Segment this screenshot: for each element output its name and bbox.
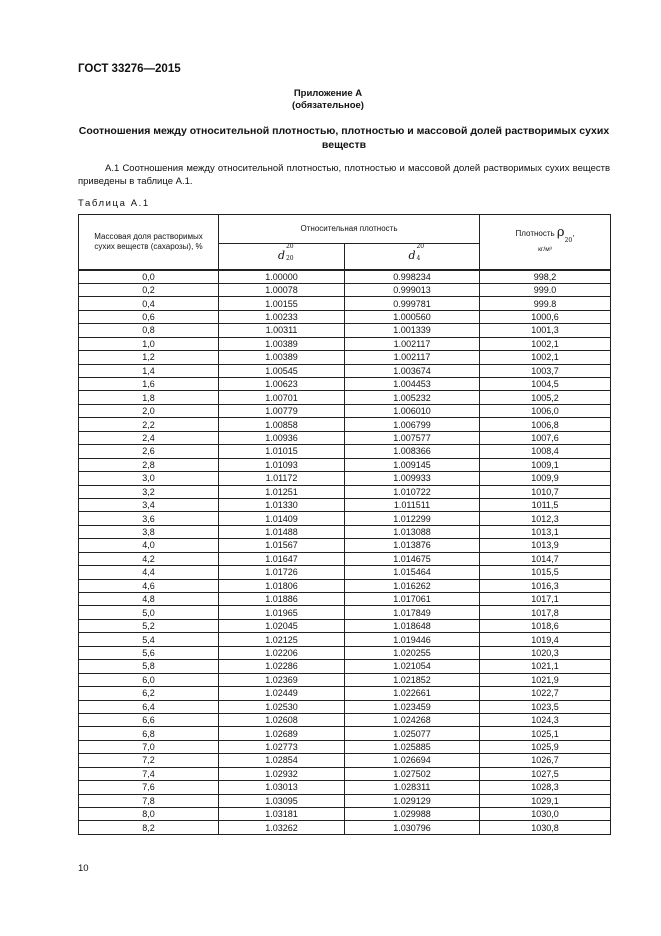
density-cell: 1013,1 [480, 525, 611, 538]
table-row [79, 633, 611, 646]
table-row [79, 337, 611, 350]
density-cell: 998,2 [480, 270, 611, 284]
density-cell: 1021,9 [480, 673, 611, 686]
table-row [79, 472, 611, 485]
d204-cell: 1.013876 [345, 539, 480, 552]
table-row [79, 660, 611, 673]
d204-cell: 1.001339 [345, 324, 480, 337]
d204-cell: 1.012299 [345, 512, 480, 525]
density-cell: 999.0 [480, 283, 611, 296]
mass-fraction-cell: 6,2 [79, 687, 219, 700]
d204-cell: 1.006799 [345, 418, 480, 431]
density-cell: 1019,4 [480, 633, 611, 646]
mass-fraction-cell: 0,4 [79, 297, 219, 310]
density-cell: 1030,0 [480, 808, 611, 821]
mass-fraction-cell: 0,2 [79, 283, 219, 296]
table-row [79, 754, 611, 767]
table-row [79, 351, 611, 364]
mass-fraction-cell: 2,8 [79, 458, 219, 471]
d2020-cell: 1.03013 [219, 781, 345, 794]
d2020-cell: 1.03181 [219, 808, 345, 821]
mass-fraction-cell: 3,6 [79, 512, 219, 525]
d204-cell: 1.002117 [345, 337, 480, 350]
density-cell: 1018,6 [480, 619, 611, 632]
mass-fraction-cell: 1,4 [79, 364, 219, 377]
d204-cell: 1.009933 [345, 472, 480, 485]
d2020-cell: 1.01806 [219, 579, 345, 592]
d2020-cell: 1.01251 [219, 485, 345, 498]
density-cell: 1001,3 [480, 324, 611, 337]
col-header-density [480, 215, 611, 270]
mass-fraction-cell: 2,4 [79, 431, 219, 444]
mass-fraction-cell: 4,4 [79, 566, 219, 579]
density-cell: 1030,8 [480, 821, 611, 834]
d204-cell: 0.999013 [345, 283, 480, 296]
mass-fraction-cell: 4,6 [79, 579, 219, 592]
d2020-cell: 1.01488 [219, 525, 345, 538]
d204-cell: 1.008366 [345, 445, 480, 458]
density-cell: 1003,7 [480, 364, 611, 377]
d2020-cell: 1.03262 [219, 821, 345, 834]
table-row [79, 646, 611, 659]
mass-fraction-cell: 2,0 [79, 404, 219, 417]
page-number: 10 [78, 863, 89, 874]
mass-fraction-cell: 3,4 [79, 498, 219, 511]
d204-cell: 1.020255 [345, 646, 480, 659]
d204-cell: 1.022661 [345, 687, 480, 700]
table-row [79, 525, 611, 538]
d2020-cell: 1.02125 [219, 633, 345, 646]
table-row [79, 378, 611, 391]
col-header-d2020 [219, 244, 345, 270]
density-cell: 1017,1 [480, 593, 611, 606]
density-cell: 1025,1 [480, 727, 611, 740]
mass-fraction-cell: 4,0 [79, 539, 219, 552]
d2020-cell: 1.00078 [219, 283, 345, 296]
document-code: ГОСТ 33276—2015 [78, 63, 181, 75]
d2020-cell: 1.01093 [219, 458, 345, 471]
d204-cell: 1.005232 [345, 391, 480, 404]
table-row [79, 781, 611, 794]
table-row [79, 283, 611, 296]
d204-cell: 1.015464 [345, 566, 480, 579]
table-row [79, 566, 611, 579]
mass-fraction-cell: 6,4 [79, 700, 219, 713]
d2020-cell: 1.02369 [219, 673, 345, 686]
density-cell: 1010,7 [480, 485, 611, 498]
mass-fraction-cell: 1,6 [79, 378, 219, 391]
d204-cell: 1.000560 [345, 310, 480, 323]
d2020-cell: 1.00155 [219, 297, 345, 310]
mass-fraction-cell: 3,8 [79, 525, 219, 538]
d204-cell: 1.021852 [345, 673, 480, 686]
table-row [79, 606, 611, 619]
density-cell: 1015,5 [480, 566, 611, 579]
d204-cell: 1.029988 [345, 808, 480, 821]
d204-cell: 1.007577 [345, 431, 480, 444]
table-row [79, 310, 611, 323]
table-row [79, 700, 611, 713]
mass-fraction-cell: 5,4 [79, 633, 219, 646]
table-row [79, 673, 611, 686]
density-cell: 1014,7 [480, 552, 611, 565]
density-cell: 1009,9 [480, 472, 611, 485]
d204-symbol: d 20 4 [408, 243, 425, 262]
density-cell: 1021,1 [480, 660, 611, 673]
d204-cell: 1.025077 [345, 727, 480, 740]
rho-symbol: $\rho_{20}$ [556, 225, 573, 245]
mass-fraction-cell: 4,2 [79, 552, 219, 565]
mass-fraction-cell: 5,6 [79, 646, 219, 659]
d2020-cell: 1.00701 [219, 391, 345, 404]
density-comma: , [572, 229, 575, 239]
d2020-cell: 1.01886 [219, 593, 345, 606]
table-row [79, 364, 611, 377]
d2020-cell: 1.01726 [219, 566, 345, 579]
d204-cell: 1.003674 [345, 364, 480, 377]
density-cell: 1013,9 [480, 539, 611, 552]
annex-title: Приложение А [293, 88, 363, 99]
d2020-cell: 1.01409 [219, 512, 345, 525]
d2020-cell: 1.00389 [219, 351, 345, 364]
table-row [79, 512, 611, 525]
d2020-cell: 1.02689 [219, 727, 345, 740]
d204-cell: 1.017061 [345, 593, 480, 606]
d204-cell: 0.998234 [345, 270, 480, 284]
d2020-cell: 1.00233 [219, 310, 345, 323]
table-row [79, 297, 611, 310]
annex-heading [78, 88, 578, 112]
table-row [79, 619, 611, 632]
mass-fraction-cell: 3,0 [79, 472, 219, 485]
d204-cell: 1.002117 [345, 351, 480, 364]
d204-cell: 1.017849 [345, 606, 480, 619]
d2020-symbol: d 20 20 [277, 243, 294, 262]
d2020-cell: 1.00858 [219, 418, 345, 431]
mass-fraction-cell: 1,2 [79, 351, 219, 364]
mass-fraction-cell: 5,2 [79, 619, 219, 632]
density-cell: 1026,7 [480, 754, 611, 767]
density-cell: 1000,6 [480, 310, 611, 323]
table-row [79, 552, 611, 565]
table-row [79, 808, 611, 821]
d204-cell: 1.019446 [345, 633, 480, 646]
density-cell: 1007,6 [480, 431, 611, 444]
table-row [79, 431, 611, 444]
table-row [79, 593, 611, 606]
mass-fraction-cell: 8,2 [79, 821, 219, 834]
d204-cell: 1.021054 [345, 660, 480, 673]
mass-fraction-cell: 2,2 [79, 418, 219, 431]
d2020-cell: 1.02286 [219, 660, 345, 673]
col-header-d204 [345, 244, 480, 270]
density-cell: 1025,9 [480, 740, 611, 753]
density-cell: 1029,1 [480, 794, 611, 807]
d204-cell: 1.023459 [345, 700, 480, 713]
density-table [78, 214, 611, 835]
d204-cell: 1.009145 [345, 458, 480, 471]
density-cell: 1022,7 [480, 687, 611, 700]
table-row [79, 539, 611, 552]
d2020-cell: 1.00389 [219, 337, 345, 350]
mass-fraction-cell: 4,8 [79, 593, 219, 606]
page-title: Соотношения между относительной плотностью, плотностью и массовой долей растворимых сухих веществ [78, 125, 610, 151]
density-cell: 1023,5 [480, 700, 611, 713]
table-row [79, 404, 611, 417]
d204-cell: 1.010722 [345, 485, 480, 498]
density-cell: 1006,8 [480, 418, 611, 431]
mass-fraction-cell: 8,0 [79, 808, 219, 821]
mass-fraction-cell: 7,2 [79, 754, 219, 767]
d2020-cell: 1.02045 [219, 619, 345, 632]
mass-fraction-cell: 7,4 [79, 767, 219, 780]
d204-cell: 1.025885 [345, 740, 480, 753]
col-header-relative-density: Относительная плотность [219, 215, 480, 244]
d2020-cell: 1.01015 [219, 445, 345, 458]
table-row [79, 713, 611, 726]
table-row [79, 579, 611, 592]
d2020-cell: 1.02854 [219, 754, 345, 767]
mass-fraction-cell: 7,8 [79, 794, 219, 807]
d2020-cell: 1.01172 [219, 472, 345, 485]
table-row [79, 740, 611, 753]
table-row [79, 794, 611, 807]
d2020-cell: 1.02932 [219, 767, 345, 780]
mass-fraction-cell: 1,0 [79, 337, 219, 350]
density-cell: 1024,3 [480, 713, 611, 726]
table-row [79, 821, 611, 834]
table-row [79, 391, 611, 404]
mass-fraction-cell: 3,2 [79, 485, 219, 498]
table-row [79, 324, 611, 337]
d204-cell: 1.011511 [345, 498, 480, 511]
density-cell: 1002,1 [480, 337, 611, 350]
mass-fraction-cell: 5,8 [79, 660, 219, 673]
table-row [79, 418, 611, 431]
density-unit: кг/м³ [538, 246, 552, 254]
mass-fraction-cell: 7,6 [79, 781, 219, 794]
d2020-cell: 1.00779 [219, 404, 345, 417]
table-row [79, 485, 611, 498]
d204-cell: 1.016262 [345, 579, 480, 592]
table-row [79, 767, 611, 780]
annex-status: (обязательное) [292, 100, 364, 111]
d2020-cell: 1.01567 [219, 539, 345, 552]
density-label: Плотность [515, 229, 555, 239]
density-cell: 1027,5 [480, 767, 611, 780]
mass-fraction-cell: 0,0 [79, 270, 219, 284]
mass-fraction-cell: 6,0 [79, 673, 219, 686]
d2020-cell: 1.02773 [219, 740, 345, 753]
density-cell: 1002,1 [480, 351, 611, 364]
mass-fraction-cell: 0,6 [79, 310, 219, 323]
density-cell: 1028,3 [480, 781, 611, 794]
col-header-mass-fraction: Массовая доля растворимых сухих веществ (сахарозы), % [79, 215, 219, 270]
density-cell: 1016,3 [480, 579, 611, 592]
density-cell: 1011,5 [480, 498, 611, 511]
mass-fraction-cell: 6,8 [79, 727, 219, 740]
density-cell: 1009,1 [480, 458, 611, 471]
density-cell: 1004,5 [480, 378, 611, 391]
d204-cell: 1.013088 [345, 525, 480, 538]
table-caption: Таблица А.1 [78, 198, 150, 209]
mass-fraction-cell: 6,6 [79, 713, 219, 726]
d2020-cell: 1.02608 [219, 713, 345, 726]
d204-cell: 1.006010 [345, 404, 480, 417]
d2020-cell: 1.01965 [219, 606, 345, 619]
d2020-cell: 1.00623 [219, 378, 345, 391]
density-cell: 1012,3 [480, 512, 611, 525]
mass-fraction-cell: 5,0 [79, 606, 219, 619]
d2020-cell: 1.00545 [219, 364, 345, 377]
density-cell: 1006,0 [480, 404, 611, 417]
density-cell: 1008,4 [480, 445, 611, 458]
table-row [79, 270, 611, 284]
d2020-cell: 1.01330 [219, 498, 345, 511]
density-cell: 1020,3 [480, 646, 611, 659]
d204-cell: 1.028311 [345, 781, 480, 794]
d2020-cell: 1.00311 [219, 324, 345, 337]
table-row [79, 445, 611, 458]
d2020-cell: 1.00936 [219, 431, 345, 444]
table-row [79, 727, 611, 740]
d2020-cell: 1.02530 [219, 700, 345, 713]
d204-cell: 1.029129 [345, 794, 480, 807]
d2020-cell: 1.02206 [219, 646, 345, 659]
d204-cell: 1.014675 [345, 552, 480, 565]
d204-cell: 1.030796 [345, 821, 480, 834]
mass-fraction-cell: 1,8 [79, 391, 219, 404]
mass-fraction-cell: 2,6 [79, 445, 219, 458]
table-row [79, 687, 611, 700]
mass-fraction-cell: 7,0 [79, 740, 219, 753]
density-cell: 1005,2 [480, 391, 611, 404]
table-body [79, 270, 611, 835]
table-header [79, 215, 611, 270]
d204-cell: 1.026694 [345, 754, 480, 767]
density-cell: 1017,8 [480, 606, 611, 619]
d204-cell: 0.999781 [345, 297, 480, 310]
d204-cell: 1.018648 [345, 619, 480, 632]
intro-paragraph: А.1 Соотношения между относительной плотностью, плотностью и массовой долей растворимых сухих веществ приведены в таблице А.1. [78, 163, 610, 187]
d2020-cell: 1.03095 [219, 794, 345, 807]
d2020-cell: 1.01647 [219, 552, 345, 565]
d204-cell: 1.004453 [345, 378, 480, 391]
density-cell: 999.8 [480, 297, 611, 310]
table-row [79, 498, 611, 511]
d2020-cell: 1.02449 [219, 687, 345, 700]
d2020-cell: 1.00000 [219, 270, 345, 284]
d204-cell: 1.027502 [345, 767, 480, 780]
table-row [79, 458, 611, 471]
d204-cell: 1.024268 [345, 713, 480, 726]
mass-fraction-cell: 0,8 [79, 324, 219, 337]
